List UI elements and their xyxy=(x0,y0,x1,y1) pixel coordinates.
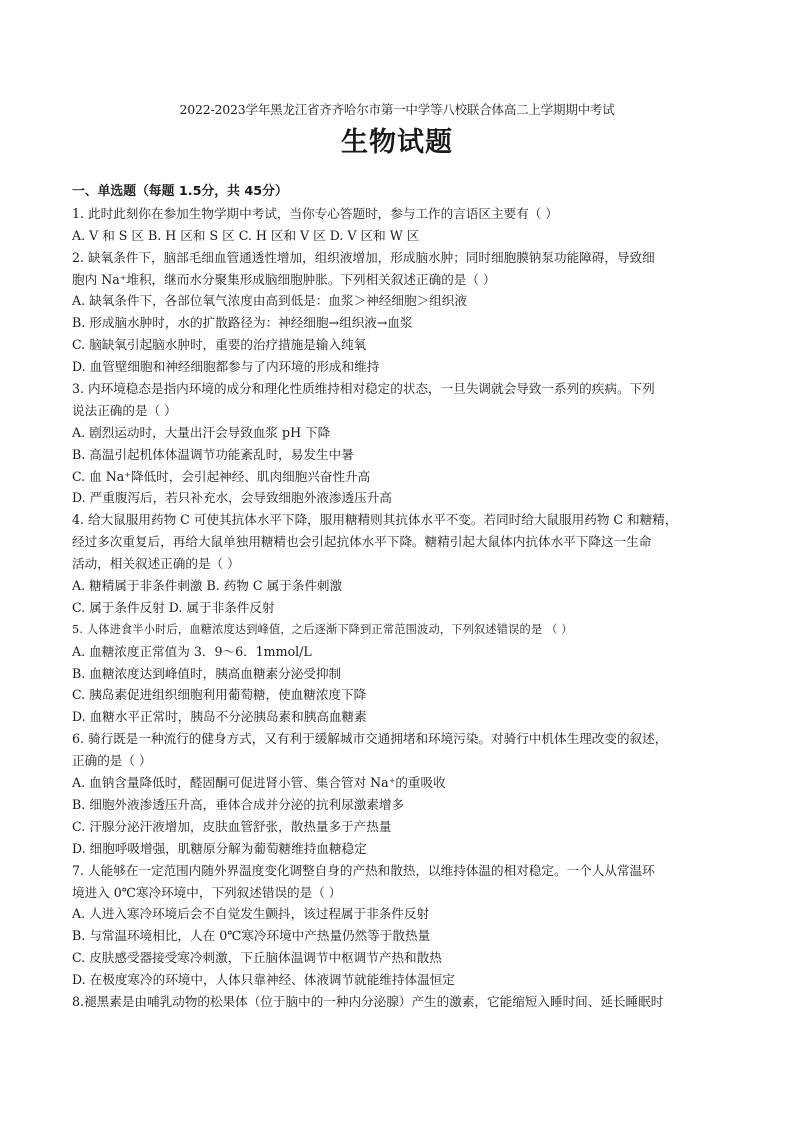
option-line: A. 剧烈运动时，大量出汗会导致血浆 pH 下降 xyxy=(72,424,331,440)
question-line: 1. 此时此刻你在参加生物学期中考试，当你专心答题时，参与工作的言语区主要有（ ） xyxy=(72,205,558,221)
option-line: C. 皮肤感受器接受寒冷刺激，下丘脑体温调节中枢调节产热和散热 xyxy=(72,950,442,966)
question-line: 7. 人能够在一定范围内随外界温度变化调整自身的产热和散热，以维持体温的相对稳定。一个人从常温环 xyxy=(72,862,655,878)
option-line: C. 汗腺分泌汗液增加，皮肤血管舒张，散热量多于产热量 xyxy=(72,818,392,834)
option-line: D. 血糖水平正常时，胰岛不分泌胰岛素和胰高血糖素 xyxy=(72,709,367,725)
option-line: A. 糖精属于非条件刺激 B. 药物 C 属于条件刺激 xyxy=(72,578,343,594)
option-line: B. 形成脑水肿时，水的扩散路径为：神经细胞→组织液→血浆 xyxy=(72,315,413,331)
question-line: 说法正确的是（ ） xyxy=(72,402,177,418)
option-line: A. 血糖浓度正常值为 3．9～6．1mmol/L xyxy=(72,643,312,659)
question-line: 活动，相关叙述正确的是（ ） xyxy=(72,556,240,572)
option-line: D. 严重腹泻后，若只补充水，会导致细胞外液渗透压升高 xyxy=(72,490,392,506)
question-line: 经过多次重复后，再给大鼠单独用糖精也会引起抗体水平下降。糖精引起大鼠体内抗体水平下降这一生命 xyxy=(72,534,652,550)
option-line: A. 血钠含量降低时，醛固酮可促进肾小管、集合管对 Na⁺的重吸收 xyxy=(72,775,446,791)
option-line: B. 血糖浓度达到峰值时，胰高血糖素分泌受抑制 xyxy=(72,665,342,681)
option-line: C. 血 Na⁺降低时，会引起神经、肌肉细胞兴奋性升高 xyxy=(72,468,371,484)
exam-title: 生物试题 xyxy=(341,127,453,158)
option-line: D. 细胞呼吸增强，肌糖原分解为葡萄糖维持血糖稳定 xyxy=(72,840,367,856)
question-line: 胞内 Na⁺堆积，继而水分聚集形成脑细胞肿胀。下列相关叙述正确的是（ ） xyxy=(72,271,496,287)
question-line: 境进入 0℃寒冷环境中，下列叙述错误的是（ ） xyxy=(72,884,342,900)
question-line: 5. 人体进食半小时后，血糖浓度达到峰值，之后逐渐下降到正常范围波动，下列叙述错误的是 （ ） xyxy=(72,622,573,636)
question-line: 8.褪黑素是由哺乳动物的松果体（位于脑中的一种内分泌腺）产生的激素，它能缩短入睡时间、延长睡眠时 xyxy=(72,993,664,1009)
question-line: 4. 给大鼠服用药物 C 可使其抗体水平下降，服用糖精则其抗体水平不变。若同时给大鼠服用药物 C 和糖精， xyxy=(72,512,678,528)
option-line: A. 缺氧条件下，各部位氧气浓度由高到低是：血浆＞神经细胞＞组织液 xyxy=(72,293,467,309)
question-body xyxy=(72,181,728,1013)
option-line: B. 高温引起机体体温调节功能紊乱时，易发生中暑 xyxy=(72,446,354,462)
section-heading: 一、单选题（每题 1.5分，共 45分） xyxy=(72,184,288,199)
question-line: 正确的是（ ） xyxy=(72,753,152,769)
option-line: B. 细胞外液渗透压升高，垂体合成并分泌的抗利尿激素增多 xyxy=(72,796,405,812)
question-line: 6. 骑行既是一种流行的健身方式，又有利于缓解城市交通拥堵和环境污染。对骑行中机体生理改变的叙述， xyxy=(72,731,668,747)
option-line: C. 胰岛素促进组织细胞利用葡萄糖，使血糖浓度下降 xyxy=(72,687,367,703)
exam-subtitle: 2022-2023学年黑龙江省齐齐哈尔市第一中学等八校联合体高二上学期期中考试 xyxy=(179,102,615,117)
option-line: A. V 和 S 区 B. H 区和 S 区 C. H 区和 V 区 D. V 区和 W 区 xyxy=(72,227,420,243)
option-line: A. 人进入寒冷环境后会不自觉发生颤抖，该过程属于非条件反射 xyxy=(72,906,430,922)
option-line: C. 脑缺氧引起脑水肿时，重要的治疗措施是输入纯氧 xyxy=(72,337,367,353)
question-line: 2. 缺氧条件下，脑部毛细血管通透性增加，组织液增加，形成脑水肿；同时细胞膜钠泵功能障碍，导致细 xyxy=(72,249,655,265)
question-line: 3. 内环境稳态是指内环境的成分和理化性质维持相对稳定的状态，一旦失调就会导致一系列的疾病。下列 xyxy=(72,381,655,397)
option-line: C. 属于条件反射 D. 属于非条件反射 xyxy=(72,599,275,615)
option-line: B. 与常温环境相比，人在 0℃寒冷环境中产热量仍然等于散热量 xyxy=(72,928,431,944)
option-line: D. 在极度寒冷的环境中，人体只靠神经、体液调节就能维持体温恒定 xyxy=(72,972,455,988)
option-line: D. 血管壁细胞和神经细胞都参与了内环境的形成和维持 xyxy=(72,359,380,375)
